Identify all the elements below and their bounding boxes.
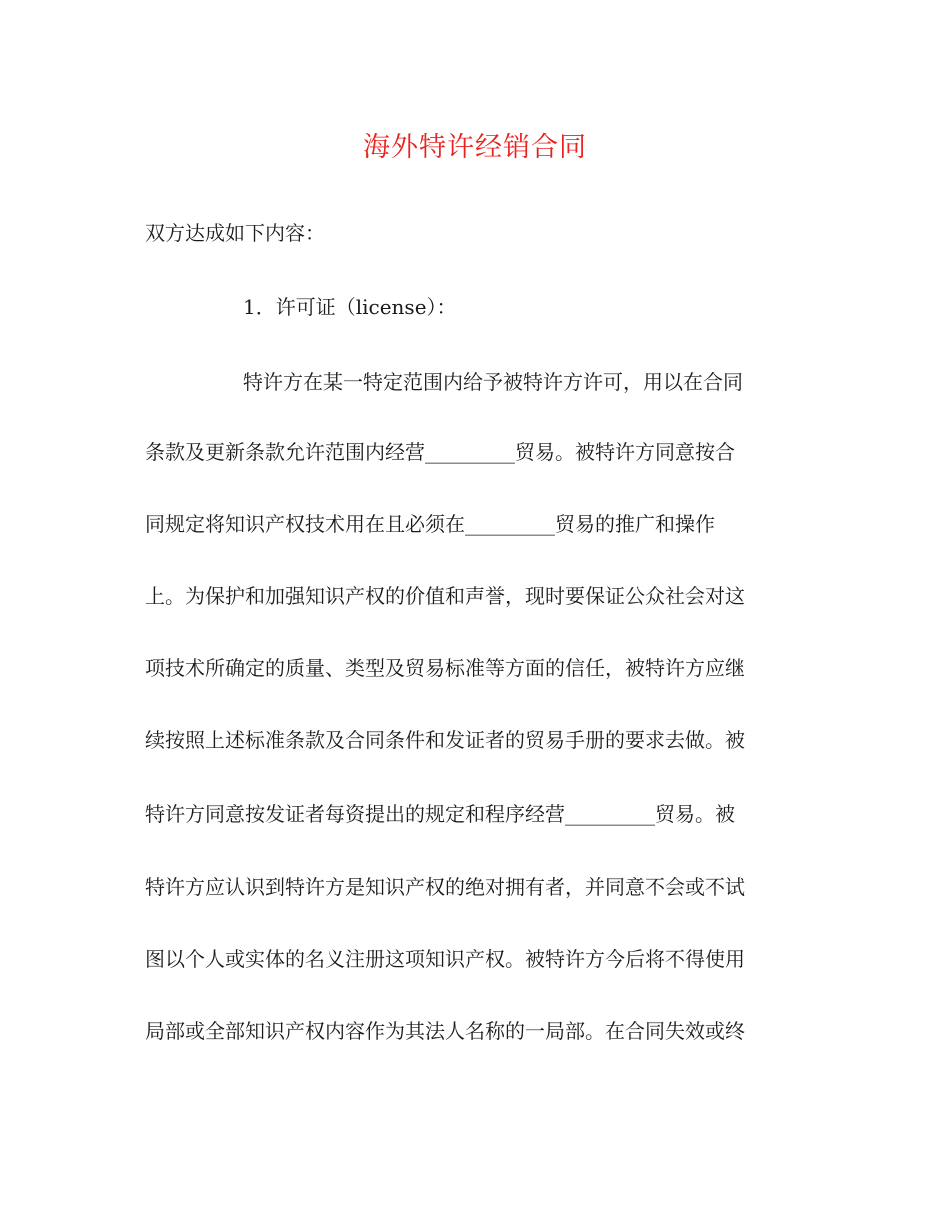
paragraph-line: 图以个人或实体的名义注册这项知识产权。被特许方今后将不得使用 — [145, 947, 745, 971]
document-title: 海外特许经销合同 — [363, 132, 587, 163]
section-heading-license: 1．许可证（license）： — [243, 295, 457, 319]
paragraph-line: 同规定将知识产权技术用在且必须在_________贸易的推广和操作 — [145, 512, 715, 536]
paragraph-line: 上。为保护和加强知识产权的价值和声誉，现时要保证公众社会对这 — [145, 584, 745, 608]
intro-line: 双方达成如下内容： — [145, 221, 325, 245]
paragraph-line: 特许方应认识到特许方是知识产权的绝对拥有者，并同意不会或不试 — [145, 875, 745, 899]
paragraph-line: 续按照上述标准条款及合同条件和发证者的贸易手册的要求去做。被 — [145, 728, 745, 752]
paragraph-line: 局部或全部知识产权内容作为其法人名称的一局部。在合同失效或终 — [145, 1019, 745, 1043]
paragraph-line: 条款及更新条款允许范围内经营_________贸易。被特许方同意按合 — [145, 440, 735, 464]
paragraph-line: 项技术所确定的质量、类型及贸易标准等方面的信任，被特许方应继 — [145, 656, 745, 680]
paragraph-line: 特许方同意按发证者每资提出的规定和程序经营_________贸易。被 — [145, 802, 735, 826]
paragraph-line: 特许方在某一特定范围内给予被特许方许可，用以在合同 — [243, 370, 743, 394]
